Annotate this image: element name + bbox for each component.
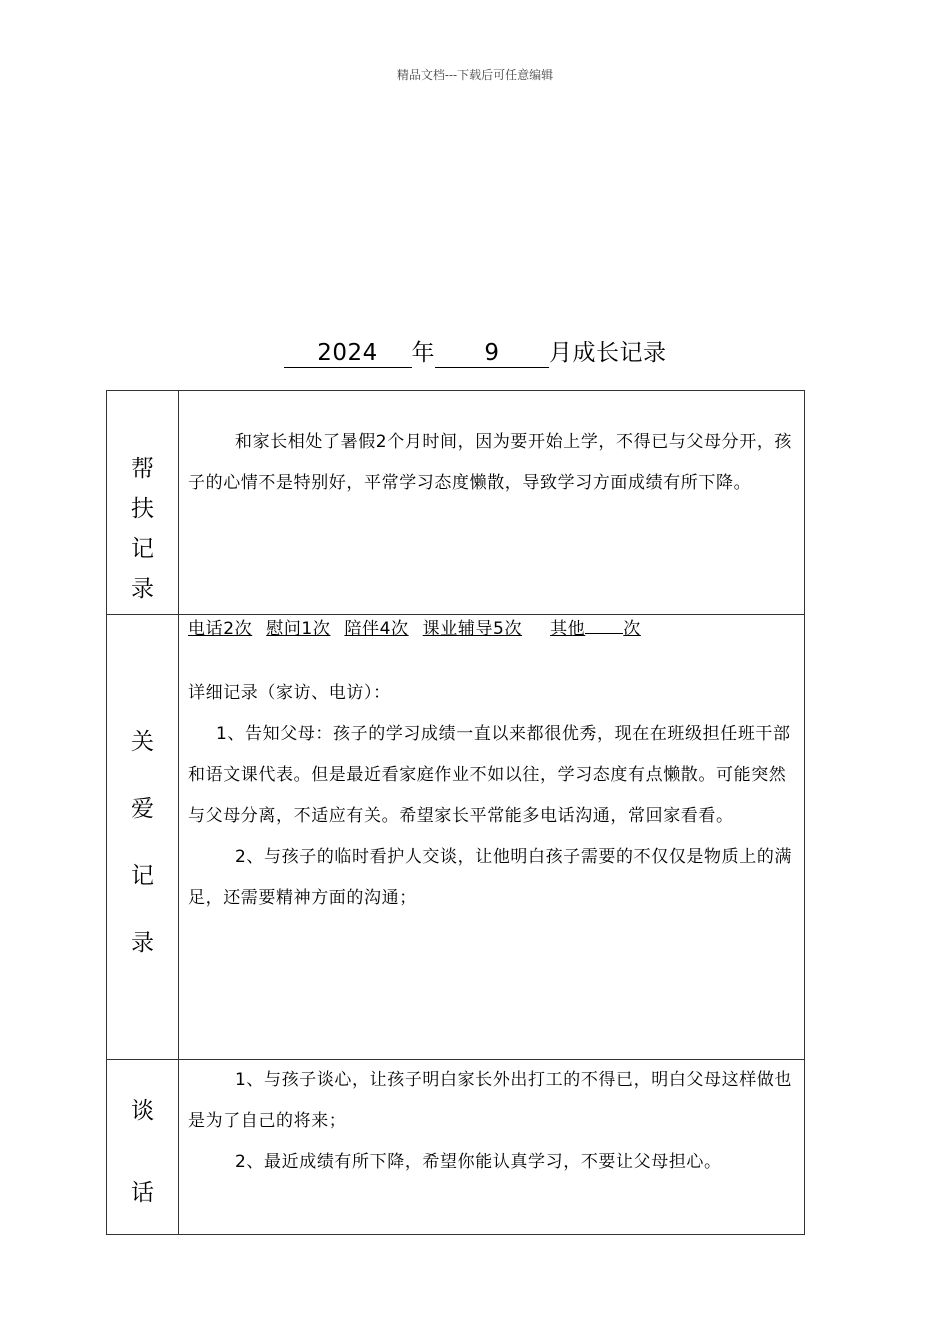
talk-label: 谈 话 [131, 1098, 154, 1206]
stat-other-blank [585, 616, 623, 634]
talk-content-cell [179, 1060, 805, 1235]
talk-item-1: 1、与孩子谈心，让孩子明白家长外出打工的不得已，明白父母这样做也是为了自己的将来； [188, 1070, 793, 1131]
care-row [107, 615, 805, 1060]
care-content-cell [179, 615, 805, 1060]
month-suffix: 月成长记录 [549, 340, 667, 366]
care-item-1: 1、告知父母：孩子的学习成绩一直以来都很优秀，现在在班级担任班干部和语文课代表。但是最近看家庭作业不如以往，学习态度有点懒散。可能突然与父母分离，不适应有关。希望家长平常能多电话沟通，常回家看看。 [188, 724, 791, 826]
year-suffix: 年 [411, 340, 435, 366]
month-field: 9 [435, 339, 549, 368]
talk-row [107, 1060, 805, 1235]
page-title [0, 334, 950, 368]
stat-visit: 慰问1次 [266, 619, 331, 639]
care-stats [188, 616, 794, 642]
care-label-cell [107, 615, 179, 1060]
stat-phone: 电话2次 [188, 619, 253, 639]
talk-item-2: 2、最近成绩有所下降，希望你能认真学习，不要让父母担心。 [235, 1152, 722, 1172]
care-label: 关 爱 记 录 [131, 729, 154, 956]
assist-content-cell [179, 391, 805, 615]
stat-other-unit: 次 [623, 619, 641, 639]
assist-row [107, 391, 805, 615]
year-field: 2024 [284, 339, 412, 368]
watermark-text: 精品文档---下载后可任意编辑 [396, 68, 554, 82]
talk-label-cell [107, 1060, 179, 1235]
stat-accompany: 陪伴4次 [344, 619, 409, 639]
assist-label-cell [107, 391, 179, 615]
stat-other: 其他 [550, 619, 586, 639]
assist-text: 和家长相处了暑假2个月时间，因为要开始上学，不得已与父母分开，孩子的心情不是特别好，平常学习态度懒散，导致学习方面成绩有所下降。 [188, 432, 793, 493]
assist-label: 帮 扶 记 录 [131, 456, 154, 602]
stat-tutoring: 课业辅导5次 [422, 619, 523, 639]
care-detail-heading: 详细记录（家访、电访）： [188, 683, 391, 703]
care-item-2: 2、与孩子的临时看护人交谈，让他明白孩子需要的不仅仅是物质上的满足，还需要精神方面的沟通； [188, 847, 793, 908]
record-table [106, 390, 805, 1235]
